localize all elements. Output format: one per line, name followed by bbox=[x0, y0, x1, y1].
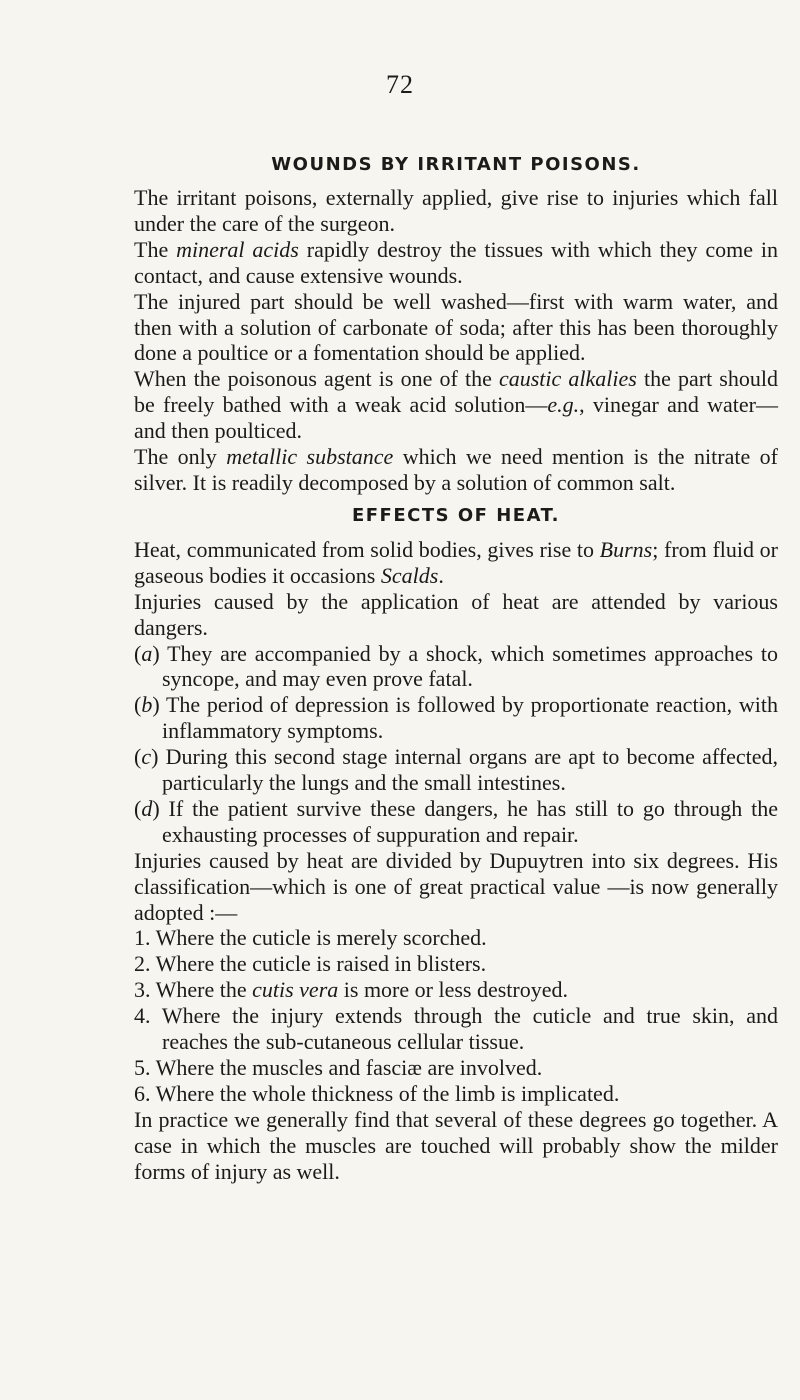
list-item: 6. Where the whole thickness of the limb is implicated. bbox=[134, 1080, 620, 1106]
list-item: (a) They are accompanied by a shock, which sometimes approaches to syncope, and may even prove fatal. bbox=[134, 640, 778, 692]
paragraph: The mineral acids rapidly destroy the tissues with which they come in contact, and cause extensive wounds. bbox=[134, 236, 778, 288]
page-content bbox=[134, 150, 778, 1185]
paragraph: The irritant poisons, externally applied, give rise to injuries which fall under the care of the surgeon. bbox=[134, 185, 778, 236]
list-item: (c) During this second stage internal organs are apt to become affected, particularly the lungs and the small intestines. bbox=[134, 744, 778, 796]
list-item: 1. Where the cuticle is merely scorched. bbox=[134, 925, 487, 951]
list-item: 4. Where the injury extends through the cuticle and true skin, and reaches the sub-cutaneous cellular tissue. bbox=[134, 1003, 778, 1055]
paragraph: When the poisonous agent is one of the caustic alkalies the part should be freely bathed with a weak acid solution—e.g., vinegar and water—and then poulticed. bbox=[134, 366, 778, 444]
page-number: 72 bbox=[386, 70, 414, 99]
list-item: (d) If the patient survive these dangers, he has still to go through the exhausting processes of suppuration and repair. bbox=[134, 795, 779, 847]
section-heading-heat: EFFECTS OF HEAT. bbox=[351, 504, 561, 526]
list-item: (b) The period of depression is followed by proportionate reaction, with inflammatory symptoms. bbox=[134, 692, 778, 744]
paragraph: Injuries caused by the application of heat are attended by various dangers. bbox=[134, 588, 778, 640]
paragraph: In practice we generally find that several of these degrees go together. A case in which the muscles are touched will probably show the milder forms of injury as well. bbox=[134, 1106, 778, 1184]
list-item: 2. Where the cuticle is raised in blisters. bbox=[134, 951, 487, 977]
paragraph: Injuries caused by heat are divided by Dupuytren into six degrees. His classification—which is one of great practical value —is now generally adopted :— bbox=[134, 847, 778, 925]
paragraph: The injured part should be well washed—first with warm water, and then with a solution of carbonate of soda; after this has been thoroughly done a poultice or a fomentation should be applied. bbox=[134, 288, 778, 366]
paragraph: The only metallic substance which we need mention is the nitrate of silver. It is readily decomposed by a solution of common salt. bbox=[134, 444, 778, 495]
paragraph: Heat, communicated from solid bodies, gives rise to Burns; from fluid or gaseous bodies it occasions Scalds. bbox=[134, 536, 778, 588]
list-item: 5. Where the muscles and fasciæ are involved. bbox=[134, 1055, 543, 1080]
section-heading-wounds: WOUNDS BY IRRITANT POISONS. bbox=[271, 154, 641, 175]
list-item: 3. Where the cutis vera is more or less destroyed. bbox=[134, 977, 568, 1003]
